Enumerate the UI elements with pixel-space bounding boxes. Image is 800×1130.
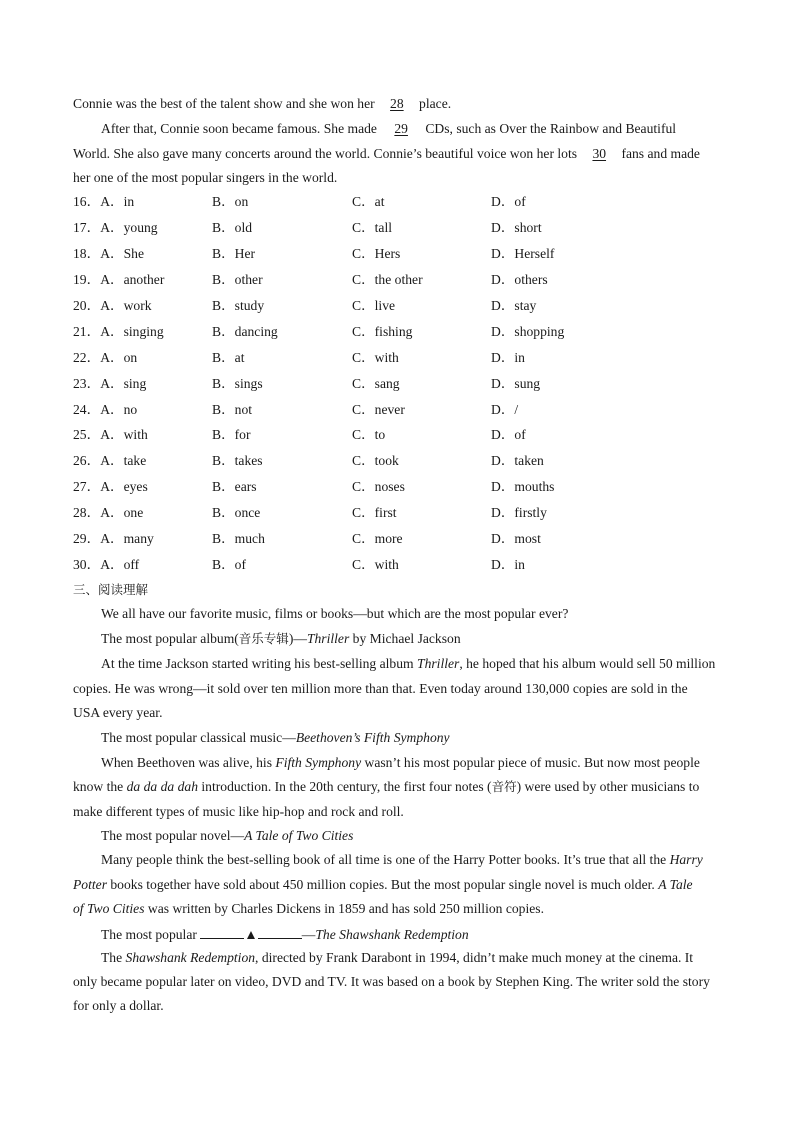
text-span: After that, Connie soon became famous. She made [101,121,377,136]
reading-intro: We all have our favorite music, films or books—but which are the most popular ever? [101,606,569,621]
blank-28 [378,96,416,112]
film-title: Shawshank Redemption [125,950,256,965]
text-span: by Michael Jackson [349,631,461,646]
option-d: D．Herself [491,246,555,261]
text-span: introduction. In the 20th century, the first four notes ( [198,779,492,794]
option-c: C．never [352,402,405,417]
option-c: C．took [352,453,399,468]
blank-line [258,926,302,939]
question-21-options [73,324,727,340]
option-a [73,557,139,573]
option-b: B．on [212,194,249,209]
option-a-text: A．in [100,194,135,209]
blank-number: 30 [592,146,607,161]
cloze-paragraph-line: her one of the most popular singers in the world. [73,170,338,185]
question-24-options [73,402,727,418]
text-span: The most popular classical music— [101,730,296,745]
question-number: 25． [73,427,101,442]
option-c: C．fishing [352,324,413,339]
novel-paragraph-line [101,852,703,868]
option-c: C．with [352,350,399,365]
cjk-gloss: 音乐专辑 [238,631,289,646]
album-paragraph-line: USA every year. [73,705,163,720]
option-d: D．in [491,350,525,365]
album-heading [101,631,461,647]
cloze-paragraph-line [73,96,451,112]
text-span: CDs, such as Over the Rainbow and Beautiful [425,121,677,136]
question-number: 29． [73,531,101,546]
italic-title: A Tale [658,877,693,892]
option-a-text: A．many [100,531,154,546]
option-a [73,402,137,418]
text-span: books together have sold about 450 million copies. But the most popular single novel is much older. [106,877,659,892]
option-a [73,427,148,443]
option-a-text: A．with [100,427,148,442]
text-span: The most popular album( [101,631,239,646]
option-a-text: A．singing [100,324,164,339]
classical-paragraph-line [101,755,700,771]
option-c: C．first [352,505,397,520]
option-a [73,194,134,210]
question-number: 21． [73,324,101,339]
question-23-options [73,376,727,392]
option-d: D．shopping [491,324,565,339]
blank-number: 28 [390,96,404,111]
question-number: 30． [73,557,101,572]
question-number: 19． [73,272,101,287]
option-d: D．sung [491,376,541,391]
option-c: C．to [352,427,386,442]
text-span: World. She also gave many concerts around the world. Connie’s beautiful voice won her lots [73,146,578,161]
option-a [73,479,148,495]
question-number: 16． [73,194,101,209]
option-c: C．live [352,298,396,313]
question-number: 17． [73,220,101,235]
option-a-text: A．eyes [100,479,148,494]
option-b: B．study [212,298,265,313]
option-a-text: A．She [100,246,144,261]
album-paragraph-line: copies. He was wrong—it sold over ten million more than that. Even today around 130,000 copies are sold in the [73,681,688,696]
option-b: B．of [212,557,246,572]
option-b: B．dancing [212,324,278,339]
option-c: C．more [352,531,403,546]
classical-paragraph-line [73,779,699,795]
blank-30 [580,146,618,162]
question-25-options [73,427,727,443]
option-a-text: A．young [100,220,158,235]
question-number: 28． [73,505,101,520]
question-number: 23． [73,376,101,391]
option-c: C．the other [352,272,423,287]
text-span: know the [73,779,127,794]
novel-heading [101,828,353,844]
question-number: 20． [73,298,101,313]
option-c: C．at [352,194,385,209]
symphony-title: Beethoven’s Fifth Symphony [295,730,450,745]
option-a [73,350,137,366]
film-heading [101,926,469,943]
option-b: B．other [212,272,263,287]
blank-line [200,926,244,939]
question-number: 22． [73,350,101,365]
option-a [73,272,164,288]
question-28-options [73,505,727,521]
option-b: B．takes [212,453,263,468]
option-d: D．of [491,427,526,442]
option-a [73,220,158,236]
film-paragraph-line: for only a dollar. [73,998,164,1013]
option-b: B．for [212,427,251,442]
option-a [73,246,144,262]
option-a [73,324,164,340]
question-22-options [73,350,727,366]
text-span: wasn’t his most popular piece of music. But now most people [361,755,700,770]
option-a [73,505,143,521]
section-title: 三、阅读理解 [73,582,149,597]
blank-29 [380,121,422,137]
classical-paragraph-line: make different types of music like hip-hop and rock and roll. [73,804,404,819]
film-paragraph-line: only became popular later on video, DVD and TV. It was based on a book by Stephen King. The writer sold the story [73,974,710,989]
option-b: B．at [212,350,245,365]
text-span: The [101,950,126,965]
question-number: 26． [73,453,101,468]
option-b: B．old [212,220,253,235]
question-19-options [73,272,727,288]
question-20-options [73,298,727,314]
option-b: B．ears [212,479,257,494]
text-span: At the time Jackson started writing his best-selling album [101,656,418,671]
cloze-paragraph-line [101,121,676,137]
film-paragraph-line [101,950,693,966]
question-27-options [73,479,727,495]
album-title: Thriller [417,656,460,671]
option-a [73,298,152,314]
cloze-paragraph-line [73,146,700,162]
option-a-text: A．work [100,298,152,313]
text-span: When Beethoven was alive, his [101,755,276,770]
option-c: C．with [352,557,399,572]
question-26-options [73,453,727,469]
novel-paragraph-line [73,901,544,917]
album-paragraph-line [101,656,715,672]
option-d: D．taken [491,453,544,468]
option-d: D．short [491,220,542,235]
question-17-options [73,220,727,236]
option-c: C．tall [352,220,393,235]
triangle-marker-icon: ▲ [244,927,258,942]
option-a-text: A．another [100,272,165,287]
italic-phrase: da da da dah [126,779,198,794]
option-d: D．/ [491,402,519,417]
text-span: , he hoped that his album would sell 50 million [459,656,716,671]
symphony-title: Fifth Symphony [275,755,362,770]
question-number: 27． [73,479,101,494]
option-a-text: A．sing [100,376,147,391]
option-b: B．once [212,505,261,520]
option-a [73,376,146,392]
novel-title: A Tale of Two Cities [244,828,354,843]
album-title: Thriller [306,631,350,646]
option-b: B．Her [212,246,256,261]
italic-title: Harry [669,852,703,867]
option-b: B．much [212,531,265,546]
question-16-options [73,194,727,210]
question-29-options [73,531,727,547]
italic-title: of Two Cities [73,901,145,916]
option-a-text: A．on [100,350,138,365]
option-d: D．stay [491,298,537,313]
option-a [73,453,146,469]
option-a [73,531,154,547]
question-30-options [73,557,727,573]
text-span: place. [419,96,452,111]
text-span: )— [288,631,307,646]
text-span: ) were used by other musicians to [516,779,700,794]
option-c: C．sang [352,376,400,391]
option-d: D．in [491,557,525,572]
question-number: 18． [73,246,101,261]
option-d: D．firstly [491,505,547,520]
text-span: The most popular [101,927,201,942]
question-18-options [73,246,727,262]
option-d: D．mouths [491,479,555,494]
classical-heading [101,730,450,746]
blank-number: 29 [394,121,408,136]
text-span: was written by Charles Dickens in 1859 and has sold 250 million copies. [144,901,544,916]
text-span: — [301,927,316,942]
text-span: , directed by Frank Darabont in 1994, didn’t make much money at the cinema. It [255,950,694,965]
cjk-gloss: 音符 [491,779,517,794]
novel-paragraph-line [73,877,693,893]
text-span: Connie was the best of the talent show and she won her [73,96,375,111]
text-span: Many people think the best-selling book of all time is one of the Harry Potter books. It’s true that all the [101,852,670,867]
option-d: D．most [491,531,541,546]
option-b: B．sings [212,376,263,391]
option-d: D．others [491,272,548,287]
option-a-text: A．no [100,402,138,417]
question-number: 24． [73,402,101,417]
italic-title: Potter [73,877,107,892]
option-d: D．of [491,194,526,209]
option-a-text: A．take [100,453,147,468]
option-a-text: A．one [100,505,144,520]
film-title: The Shawshank Redemption [315,927,469,942]
text-span: The most popular novel— [101,828,245,843]
text-span: fans and made [621,146,700,161]
option-c: C．noses [352,479,405,494]
option-b: B．not [212,402,253,417]
option-c: C．Hers [352,246,401,261]
option-a-text: A．off [100,557,140,572]
